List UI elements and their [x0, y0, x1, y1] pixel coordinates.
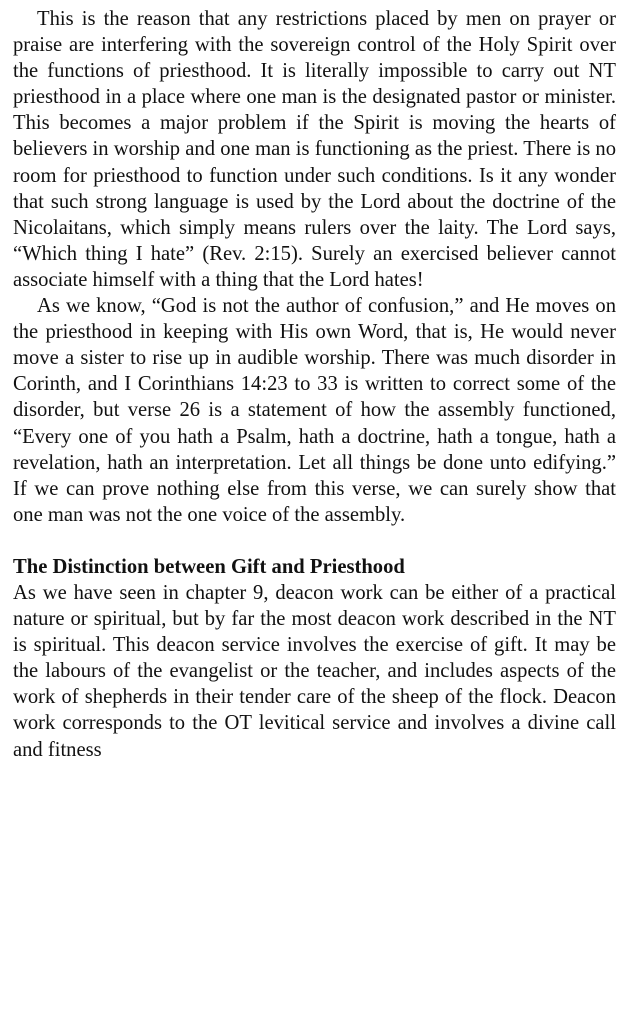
body-paragraph-1: This is the reason that any restrictions placed by men on prayer or praise are interfering with the sovereign control of the Holy Spirit over the functions of priesthood. It is literally impossible to carry out NT priesthood in a place where one man is the designated pastor or minister. This becomes a major problem if the Spirit is moving the hearts of believers in worship and one man is functioning as the priest. There is no room for priesthood to function under such conditions. Is it any wonder that such strong language is used by the Lord about the doctrine of the Nicolaitans, which simply means rulers over the laity. The Lord says, “Which thing I hate” (Rev. 2:15). Surely an exercised believer cannot associate himself with a thing that the Lord hates! — [13, 8, 616, 291]
body-paragraph-2: As we know, “God is not the author of confusion,” and He moves on the priesthood in keeping with His own Word, that is, He would never move a sister to rise up in audible worship. There was much disorder in Corinth, and I Corinthians 14:23 to 33 is written to correct some of the disorder, but verse 26 is a statement of how the assembly functioned, “Every one of you hath a Psalm, hath a doctrine, hath a tongue, hath a revelation, hath an interpretation. Let all things be done unto edifying.” If we can prove nothing else from this verse, we can surely show that one man was not the one voice of the assembly. — [13, 295, 616, 526]
document-page — [13, 6, 616, 763]
section-heading: The Distinction between Gift and Priesthood — [13, 555, 405, 578]
section-paragraph: As we have seen in chapter 9, deacon work can be either of a practical nature or spiritual, but by far the most deacon work described in the NT is spiritual. This deacon service involves the exercise of gift. It may be the labours of the evangelist or the teacher, and includes aspects of the work of shepherds in their tender care of the sheep of the flock. Deacon work corresponds to the OT levitical service and involves a divine call and fitness — [13, 581, 616, 761]
